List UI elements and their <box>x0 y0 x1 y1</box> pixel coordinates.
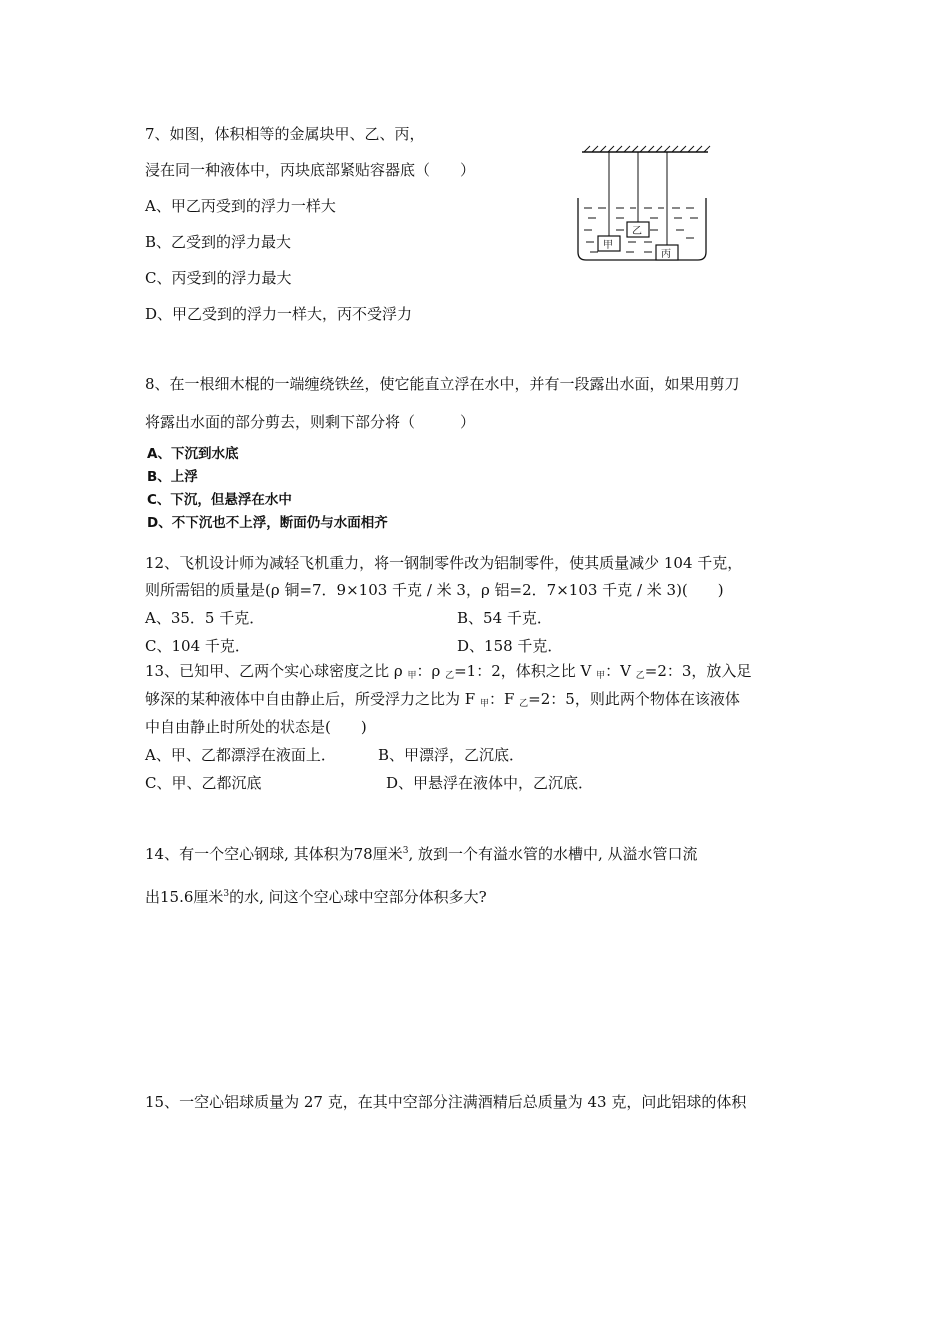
q8-option-d: D、不下沉也不上浮，断面仍与水面相齐 <box>147 515 388 531</box>
q12-option-b: B、54 千克． <box>457 609 552 627</box>
q7-figure <box>572 140 717 265</box>
q12-option-c: C、104 千克． <box>145 637 250 655</box>
subscript-jia: 甲 <box>479 699 489 709</box>
q13-text: 够深的某种液体中自由静止后，所受浮力之比为 F <box>145 690 480 708</box>
q14-stem-line1 <box>145 841 698 864</box>
q13-text: =2：3，放入足 <box>644 662 752 680</box>
q13-text: 13、已知甲、乙两个实心球密度之比 ρ <box>145 662 408 680</box>
q14-stem-line2 <box>145 884 487 907</box>
q14-text: 的水, 问这个空心球中空部分体积多大? <box>229 888 487 906</box>
subscript-jia: 甲 <box>596 671 606 681</box>
subscript-yi: 乙 <box>445 671 455 681</box>
q14-text: 14、有一个空心钢球, 其体积为78厘米 <box>145 845 403 863</box>
superscript-3: 3 <box>223 889 230 899</box>
figure-label-bing: 丙 <box>661 249 671 260</box>
q14-text: 出15.6厘米 <box>145 888 224 906</box>
q13-option-a: A、甲、乙都漂浮在液面上． <box>145 746 336 764</box>
q13-stem-line1 <box>145 661 751 686</box>
q7-option-b: B、乙受到的浮力最大 <box>145 233 292 251</box>
q12-option-d: D、158 千克． <box>457 637 563 655</box>
q8-stem-line2: 将露出水面的部分剪去，则剩下部分将（ ） <box>145 413 476 431</box>
q7-option-c: C、丙受到的浮力最大 <box>145 269 292 287</box>
q8-stem-line1: 8、在一根细木棍的一端缠绕铁丝，使它能直立浮在水中，并有一段露出水面，如果用剪刀 <box>145 375 740 393</box>
q13-stem-line3: 中自由静止时所处的状态是( ) <box>145 718 367 736</box>
q13-option-d: D、甲悬浮在液体中，乙沉底． <box>386 774 594 792</box>
q7-option-a: A、甲乙丙受到的浮力一样大 <box>145 197 336 215</box>
q13-stem-line2 <box>145 689 740 714</box>
q12-stem-line2: 则所需铝的质量是(ρ 铜=7．9×103 千克 / 米 3，ρ 铝=2．7×103 千克 / 米 3)( ) <box>145 581 724 599</box>
q13-text: =1：2，体积之比 V <box>454 662 597 680</box>
subscript-yi: 乙 <box>519 699 529 709</box>
q8-option-a: A、下沉到水底 <box>147 446 239 462</box>
q7-stem-line1: 7、如图，体积相等的金属块甲、乙、丙， <box>145 125 425 143</box>
subscript-yi: 乙 <box>635 671 645 681</box>
q13-text: ：F <box>488 690 520 708</box>
q8-option-b: B、上浮 <box>147 469 198 485</box>
q13-text: =2：5，则此两个物体在该液体 <box>528 690 740 708</box>
q13-text: ：V <box>605 662 636 680</box>
q8-option-c: C、下沉，但悬浮在水中 <box>147 492 292 508</box>
q13-option-b: B、甲漂浮，乙沉底． <box>378 746 525 764</box>
q15-stem-line1: 15、一空心铝球质量为 27 克，在其中空部分注满酒精后总质量为 43 克，问此铝球的体积 <box>145 1093 747 1111</box>
figure-label-jia: 甲 <box>603 240 613 251</box>
superscript-3: 3 <box>402 846 409 856</box>
q12-stem-line1: 12、飞机设计师为减轻飞机重力，将一钢制零件改为铝制零件，使其质量减少 104 千克， <box>145 554 743 572</box>
q12-option-a: A、35．5 千克． <box>145 609 265 627</box>
figure-label-yi: 乙 <box>632 226 642 237</box>
q13-option-c: C、甲、乙都沉底 <box>145 774 262 792</box>
subscript-jia: 甲 <box>407 671 417 681</box>
q7-stem-line2: 浸在同一种液体中，丙块底部紧贴容器底（ ） <box>145 161 476 179</box>
q14-text: , 放到一个有溢水管的水槽中, 从溢水管口流 <box>408 845 698 863</box>
q7-option-d: D、甲乙受到的浮力一样大，丙不受浮力 <box>145 305 413 323</box>
q13-text: ：ρ <box>416 662 446 680</box>
